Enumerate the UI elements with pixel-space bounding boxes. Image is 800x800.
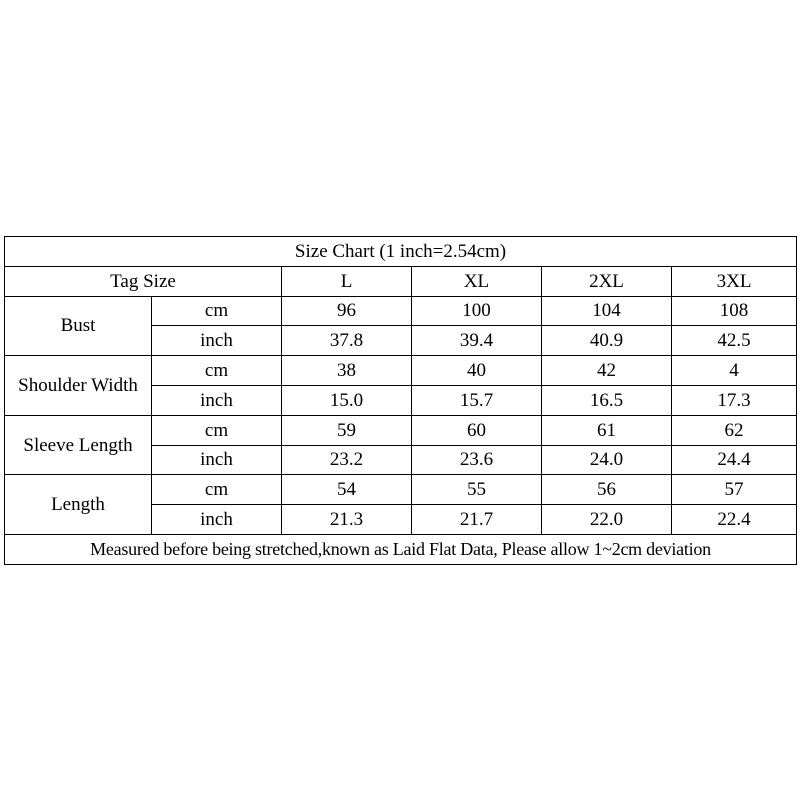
value-cell: 104 [542,296,672,326]
unit-label-cm: cm [152,296,282,326]
value-cell: 108 [672,296,797,326]
value-cell: 16.5 [542,385,672,415]
unit-label-cm: cm [152,475,282,505]
value-cell: 21.3 [282,505,412,535]
value-cell: 15.0 [282,385,412,415]
value-cell: 54 [282,475,412,505]
size-header-3xl: 3XL [672,266,797,296]
tag-size-label: Tag Size [5,266,282,296]
unit-label-inch: inch [152,326,282,356]
unit-label-cm: cm [152,356,282,386]
value-cell: 23.6 [412,445,542,475]
measurement-row-cm [5,296,797,326]
size-chart-table [4,236,797,565]
value-cell: 24.4 [672,445,797,475]
value-cell: 40.9 [542,326,672,356]
unit-label-inch: inch [152,505,282,535]
measurement-name: Shoulder Width [5,356,152,416]
measurement-name: Bust [5,296,152,356]
measurement-name: Sleeve Length [5,415,152,475]
value-cell: 61 [542,415,672,445]
chart-title: Size Chart (1 inch=2.54cm) [5,237,797,267]
value-cell: 96 [282,296,412,326]
value-cell: 21.7 [412,505,542,535]
value-cell: 55 [412,475,542,505]
size-header-l: L [282,266,412,296]
measurement-row-cm [5,475,797,505]
value-cell: 15.7 [412,385,542,415]
value-cell: 56 [542,475,672,505]
measurement-row-cm [5,415,797,445]
value-cell: 42 [542,356,672,386]
value-cell: 37.8 [282,326,412,356]
value-cell: 62 [672,415,797,445]
value-cell: 22.0 [542,505,672,535]
size-header-row [5,266,797,296]
value-cell: 59 [282,415,412,445]
value-cell: 4 [672,356,797,386]
value-cell: 17.3 [672,385,797,415]
size-header-2xl: 2XL [542,266,672,296]
value-cell: 22.4 [672,505,797,535]
unit-label-cm: cm [152,415,282,445]
title-row [5,237,797,267]
value-cell: 60 [412,415,542,445]
measurement-row-cm [5,356,797,386]
value-cell: 40 [412,356,542,386]
value-cell: 39.4 [412,326,542,356]
size-header-xl: XL [412,266,542,296]
unit-label-inch: inch [152,385,282,415]
deviation-note: Measured before being stretched,known as Laid Flat Data, Please allow 1~2cm deviation [5,534,797,564]
note-row [5,534,797,564]
value-cell: 100 [412,296,542,326]
value-cell: 42.5 [672,326,797,356]
value-cell: 57 [672,475,797,505]
value-cell: 23.2 [282,445,412,475]
value-cell: 38 [282,356,412,386]
value-cell: 24.0 [542,445,672,475]
unit-label-inch: inch [152,445,282,475]
measurement-name: Length [5,475,152,535]
